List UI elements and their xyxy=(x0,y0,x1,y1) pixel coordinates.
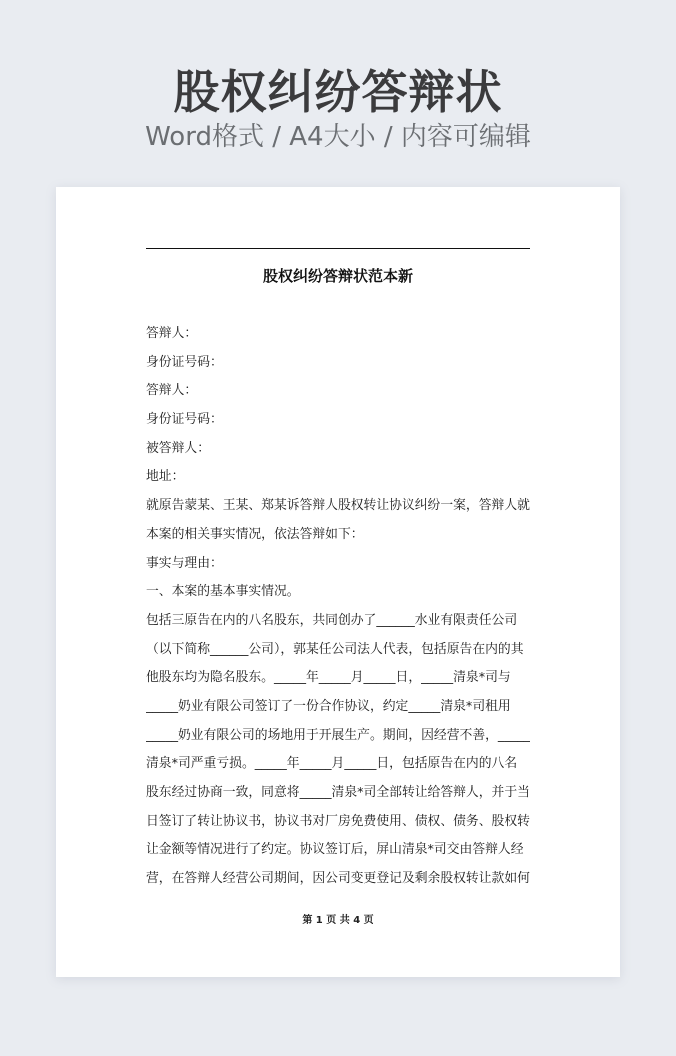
paragraph-line: _____奶业有限公司签订了一份合作协议，约定_____清泉*司租用 xyxy=(146,698,511,714)
banner-title: 股权纠纷答辩状 xyxy=(173,65,503,119)
document-body xyxy=(146,320,530,894)
paragraph-line: _____奶业有限公司的场地用于开展生产。期间，因经营不善，_____ xyxy=(146,727,530,743)
document-page xyxy=(56,187,620,977)
paragraph-line: 他股东均为隐名股东。_____年_____月_____日，_____清泉*司与 xyxy=(146,670,511,686)
field-respondent: 答辩人： xyxy=(146,326,198,341)
paragraph-line: 让金额等情况进行了约定。协议签订后，屏山清泉*司交由答辩人经 xyxy=(146,842,524,858)
paragraph-line: 本案的相关事实情况，依法答辩如下： xyxy=(146,526,364,542)
field-respondent: 答辩人： xyxy=(146,383,198,399)
page-number-footer: 第 1 页 共 4 页 xyxy=(302,915,374,926)
paragraph-line: （以下简称______公司），郭某任公司法人代表，包括原告在内的其 xyxy=(146,641,524,657)
field-id-number: 身份证号码： xyxy=(146,354,223,370)
paragraph-line: 就原告蒙某、王某、郑某诉答辩人股权转让协议纠纷一案，答辩人就 xyxy=(146,498,530,514)
paragraph-line: 股东经过协商一致，同意将_____清泉*司全部转让给答辩人，并于当 xyxy=(146,785,530,800)
field-respondent-defendant: 被答辩人： xyxy=(146,440,210,456)
paragraph-line: 包括三原告在内的八名股东，共同创办了______水业有限责任公司 xyxy=(146,612,518,628)
document-title: 股权纠纷答辩状范本新 xyxy=(262,267,413,285)
paragraph-line: 日签订了转让协议书，协议书对厂房免费使用、债权、债务、股权转 xyxy=(146,813,530,829)
field-id-number: 身份证号码： xyxy=(146,412,223,428)
section-heading: 一、本案的基本事实情况。 xyxy=(146,584,300,600)
banner-subtitle: Word格式 / A4大小 / 内容可编辑 xyxy=(145,122,531,152)
field-address: 地址： xyxy=(146,469,185,485)
paragraph-line: 清泉*司严重亏损。_____年_____月_____日，包括原告在内的八名 xyxy=(146,756,518,772)
header-rule xyxy=(146,248,530,249)
section-heading: 事实与理由： xyxy=(146,555,223,571)
paragraph-line: 营，在答辩人经营公司期间，因公司变更登记及剩余股权转让款如何 xyxy=(146,871,530,887)
